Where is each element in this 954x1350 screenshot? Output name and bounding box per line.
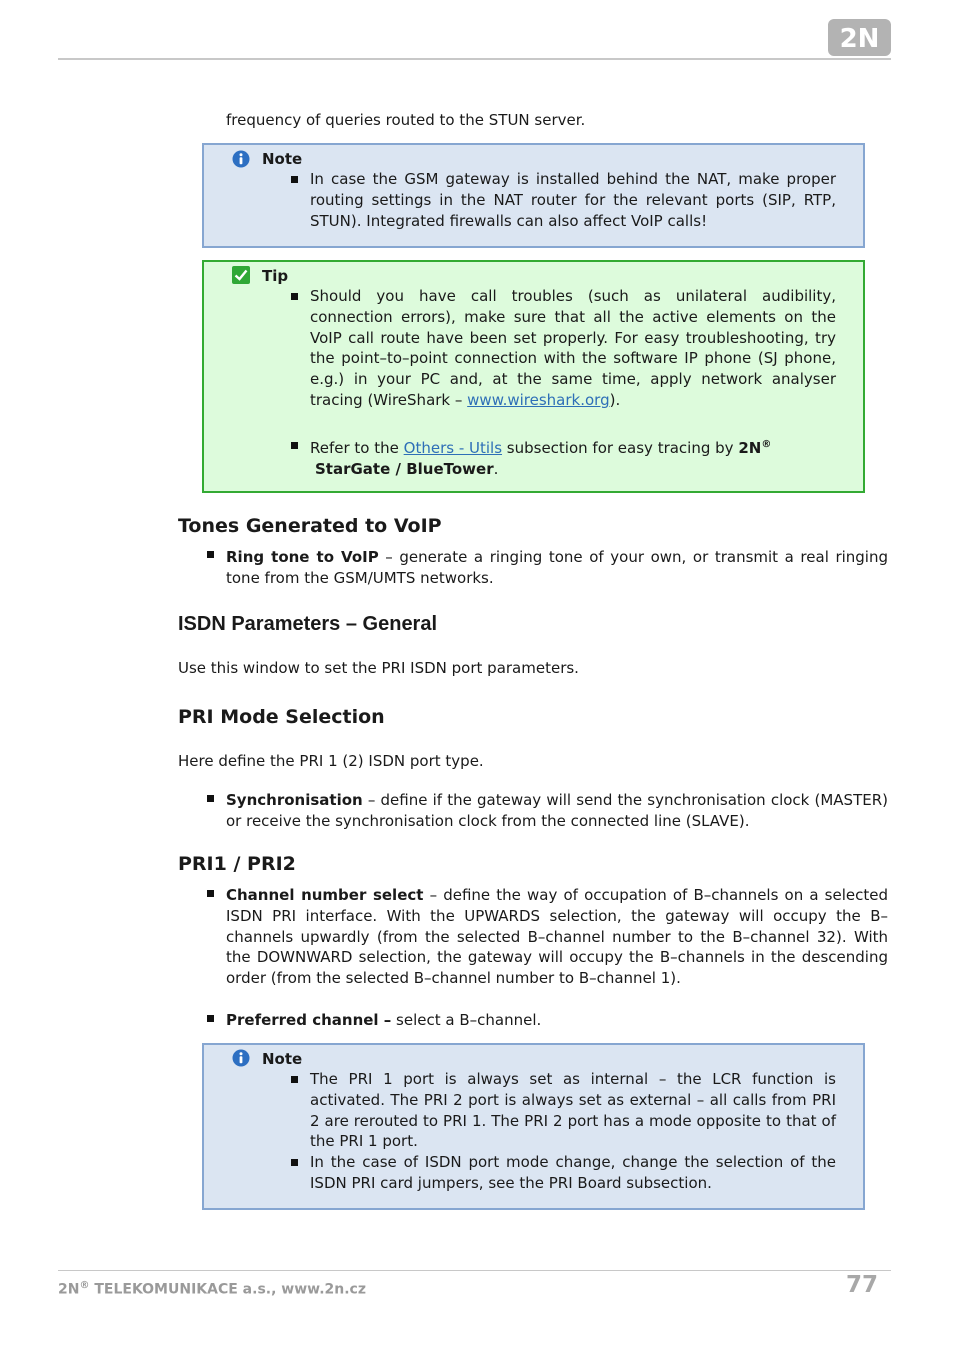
- footer-text: [58, 1280, 366, 1298]
- section-heading: Tones Generated to VoIP: [178, 515, 442, 537]
- paragraph: Here define the PRI 1 (2) ISDN port type.: [178, 752, 484, 770]
- list-item: [226, 790, 888, 832]
- note-item: The PRI 1 port is always set as internal – the LCR function is activated. The PRI 2 port is always set as external – all calls from PRI 2 are rerouted to PRI 1. The PRI 2 port has a mode opposite to that of the PRI 1 port.: [310, 1070, 836, 1151]
- list-item: [226, 1010, 888, 1031]
- bullet-icon: [291, 442, 298, 449]
- tip-box: [202, 260, 865, 493]
- bullet-icon: [291, 1076, 298, 1083]
- info-icon: [232, 150, 250, 168]
- item-label: Synchronisation: [226, 791, 363, 809]
- item-label: Preferred channel –: [226, 1011, 392, 1029]
- note-title: Note: [262, 150, 303, 168]
- note-item: In case the GSM gateway is installed behind the NAT, make proper routing settings in the NAT router for the relevant ports (SIP, RTP, STUN). Integrated firewalls can also affect VoIP calls!: [310, 170, 836, 230]
- intro-text: frequency of queries routed to the STUN server.: [226, 111, 586, 129]
- footer-brand: 2N: [58, 1281, 80, 1298]
- bullet-icon: [291, 1159, 298, 1166]
- bullet-icon: [207, 795, 214, 802]
- bullet-icon: [207, 890, 214, 897]
- footer-company: TELEKOMUNIKACE a.s., www.2n.cz: [89, 1281, 366, 1298]
- list-item: [226, 885, 888, 989]
- tip-item: [310, 435, 836, 480]
- item-text: – define if the gateway will send the synchronisation clock (MASTER) or receive the synchronisation clock from the connected line (SLAVE).: [226, 791, 888, 830]
- paragraph: Use this window to set the PRI ISDN port parameters.: [178, 659, 579, 677]
- tip-item2-pre: Refer to the: [310, 439, 404, 457]
- item-text: – generate a ringing tone of your own, or transmit a real ringing tone from the GSM/UMTS networks.: [226, 548, 889, 587]
- others-utils-link[interactable]: Others - Utils: [403, 439, 503, 457]
- item-text: – define the way of occupation of B–channels on a selected ISDN PRI interface. With the UPWARDS selection, the gateway will occupy the B–channels upwardly (from the selected B–channel number to the B–channel 32). With the DOWNWARD selection, the gateway will occupy the B–channels in the descending order (from the selected B–channel number to B–channel 1).: [226, 886, 889, 988]
- tip-item2-end: .: [493, 459, 499, 478]
- note-title: Note: [262, 1050, 303, 1068]
- tip-item-end: ).: [609, 390, 621, 409]
- note-box: [202, 143, 865, 248]
- page-number: 77: [845, 1272, 878, 1298]
- bullet-icon: [291, 176, 298, 183]
- footer-registered-mark: ®: [79, 1280, 90, 1291]
- bullet-icon: [291, 293, 298, 300]
- logo-text: 2N: [839, 24, 880, 54]
- company-logo: [828, 19, 891, 56]
- note-box: [202, 1043, 865, 1210]
- header-rule: [58, 58, 891, 60]
- item-text: select a B–channel.: [391, 1011, 542, 1029]
- bullet-icon: [207, 1015, 214, 1022]
- tip-item2-mid: subsection for easy tracing by: [502, 439, 739, 457]
- section-heading: PRI Mode Selection: [178, 706, 385, 728]
- info-icon: [232, 1049, 250, 1067]
- product-name: StarGate / BlueTower: [315, 459, 494, 478]
- note-item: In the case of ISDN port mode change, change the selection of the ISDN PRI card jumpers, see the PRI Board subsection.: [310, 1153, 836, 1192]
- checkmark-icon: [232, 266, 250, 284]
- brand-name: 2N: [738, 439, 762, 457]
- tip-item: [310, 286, 836, 411]
- item-label: Ring tone to VoIP: [226, 548, 379, 566]
- wireshark-link[interactable]: www.wireshark.org: [467, 390, 610, 409]
- registered-mark: ®: [761, 439, 772, 450]
- item-label: Channel number select: [226, 886, 424, 904]
- footer-rule: [58, 1270, 891, 1271]
- tip-title: Tip: [262, 267, 289, 285]
- tip-item-text: Should you have call troubles (such as unilateral audibility, connection errors), make sure that all the active elements on the VoIP call route have been set properly. For easy troubleshooting, try the point–to–point connection with the software IP phone (SJ phone, e.g.) in your PC and, at the same time, apply network analyser tracing (WireShark –: [310, 287, 836, 409]
- bullet-icon: [207, 551, 214, 558]
- list-item: [226, 547, 888, 589]
- section-heading: PRI1 / PRI2: [178, 853, 296, 875]
- section-heading: ISDN Parameters – General: [178, 613, 438, 635]
